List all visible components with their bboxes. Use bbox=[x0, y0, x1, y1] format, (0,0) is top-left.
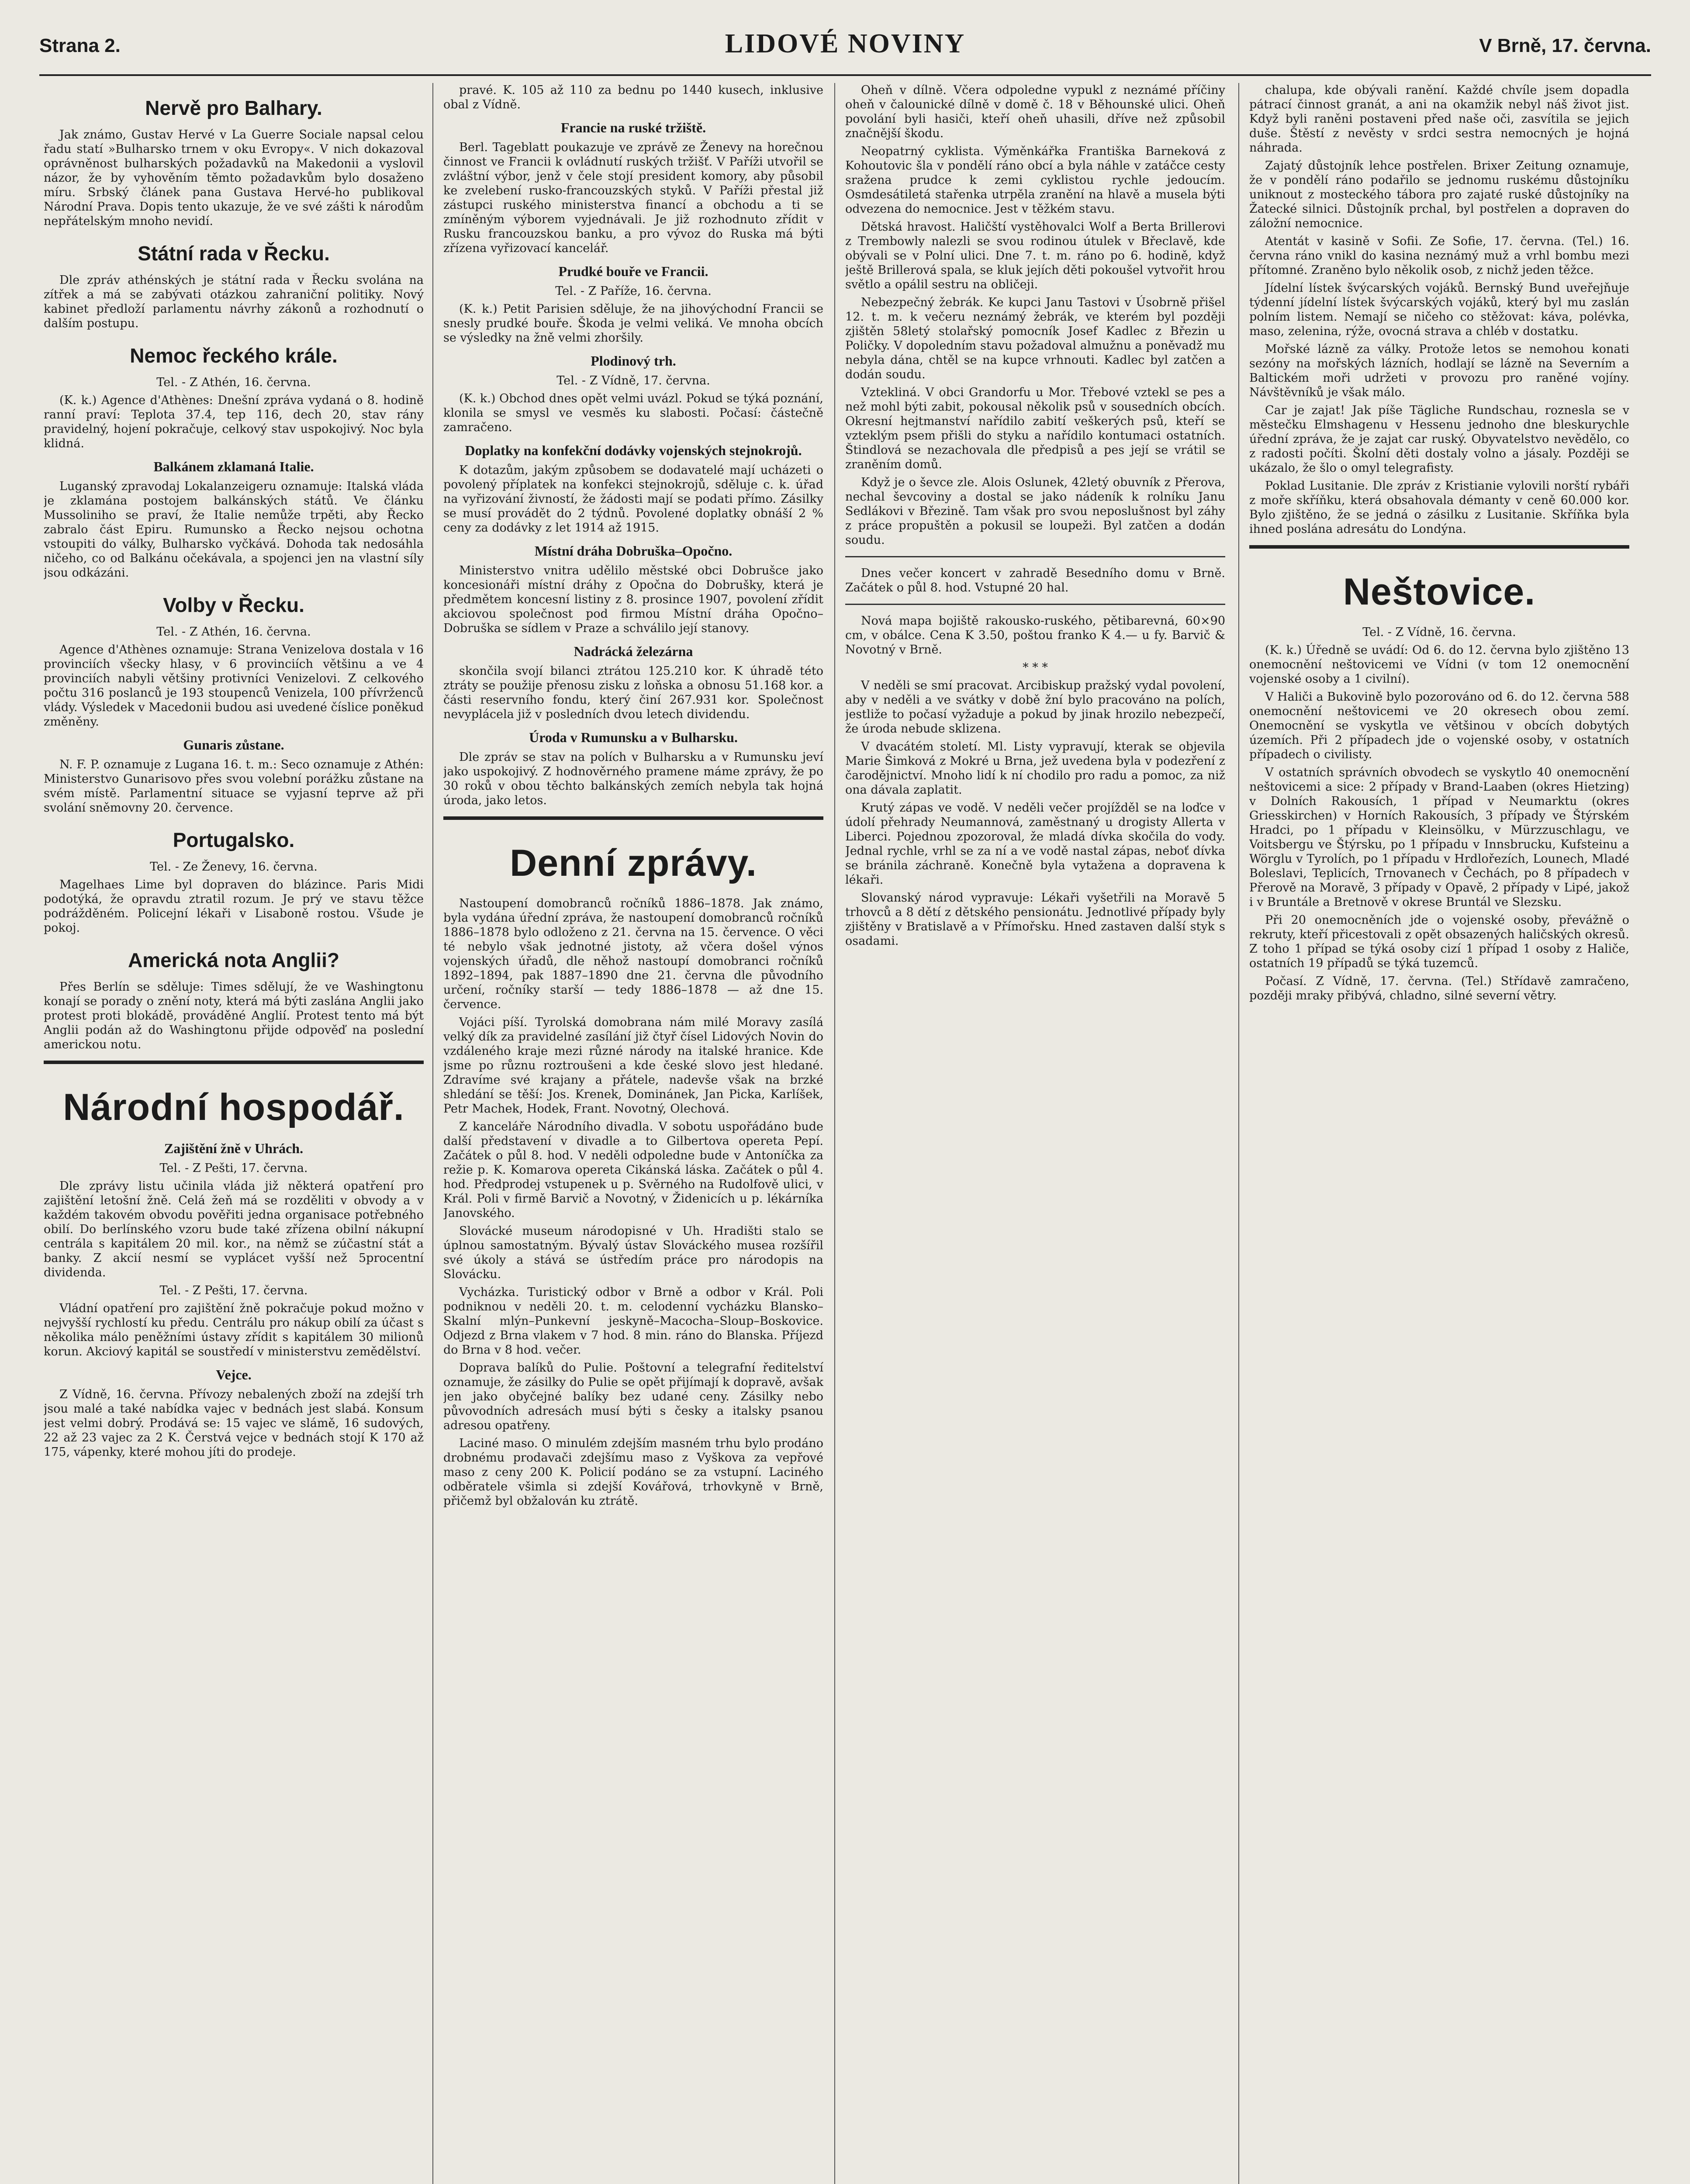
subheadline: Doplatky na konfekční dodávky vojenských stejnokrojů. bbox=[465, 442, 802, 458]
article-text: Jídelní lístek švýcarských vojáků. Bernský Bund uveřejňuje týdenní jídelní lístek švýcarských vojáků, který byl mu zaslán polním listem. Nemají se ničeho co stěžovat: káva, polévka, maso, zelenina, rýže, ovocná strava a chléb v dostatku. bbox=[1249, 281, 1629, 338]
subheadline: Plodinový trh. bbox=[591, 353, 676, 369]
dateline: Tel. - Z Athén, 16. června. bbox=[156, 376, 311, 389]
article-text: (K. k.) Úředně se uvádí: Od 6. do 12. června bylo zjištěno 13 onemocnění neštovicemi ve Vídni (v tom 12 onemocnění vojenské osoby a 1 civilní). bbox=[1249, 643, 1629, 686]
article-text: Magelhaes Lime byl dopraven do blázince. Paris Midi podotýká, že opravdu ztratil rozum. Je prý ve stavu těžce podrážděném. Policejní lékaři v Lisaboně rostou. Všude je pokoj. bbox=[44, 878, 424, 935]
section-title: Denní zprávy. bbox=[510, 842, 757, 884]
date-line: V Brně, 17. června. bbox=[1479, 35, 1651, 56]
subheadline: Francie na ruské tržiště. bbox=[560, 120, 706, 135]
subheadline: Vejce. bbox=[216, 1367, 252, 1382]
article-text: chalupa, kde obývali ranění. Každé chvíle jsem dopadla pátrací činnost granát, a ani na okamžik nebyl náš život jist. Když byli raněni postaveni před naše oči, zasvítila se jejich duše. Štěstí z nevěsty v srdci sestra nemocných je hojná náhrada. bbox=[1249, 83, 1629, 155]
article-text: V neděli se smí pracovat. Arcibiskup pražský vydal povolení, aby v neděli a ve svátky v době žní bylo pracováno na polích, jestliže to počasí vyžaduje a pokud by jinak hrozilo nebezpečí, že úroda nebude sklizena. bbox=[845, 679, 1225, 736]
subheadline: Balkánem zklamaná Italie. bbox=[153, 459, 314, 474]
article-text: Atentát v kasině v Sofii. Ze Sofie, 17. června. (Tel.) 16. června ráno vnikl do kasina neznámý muž a vrhl bombu mezi přítomné. Zraněno bylo několik osob, z nichž jeden těžce. bbox=[1249, 235, 1629, 277]
article-text: Z kanceláře Národního divadla. V sobotu uspořádáno bude další představení v divadle a to Gilbertova opereta Pepí. Začátek o půl 8. hod. V neděli odpoledne bude v Antoníčka za režie p. K. Komarova opereta Cikánská láska. Začátek o půl 4. hod. Předprodej vstupenek u p. Svěrného na Rudolfově ulici, v Král. Poli v firmě Barvič a Novotný, v Židenicích u p. lékárníka Janovského. bbox=[443, 1120, 823, 1220]
newspaper-title: LIDOVÉ NOVINY bbox=[725, 29, 966, 59]
article-text: Vycházka. Turistický odbor v Brně a odbor v Král. Poli podniknou v neděli 20. t. m. celodenní vycházku Blansko–Skalní mlýn–Punkevní jeskyně–Macocha–Sloup–Boskovice. Odjezd z Brna vlakem v 7 hod. 8 min. ráno do Blanska. Příjezd do Brna v 8 hod. večer. bbox=[443, 1286, 823, 1357]
subheadline: Nadrácká železárna bbox=[574, 643, 693, 659]
ornament-stars: * * * bbox=[1023, 661, 1048, 674]
article-text: Vztekliná. V obci Grandorfu u Mor. Třebové vztekl se pes a než mohl býti zabit, pokousal několik psů v sousedních obcích. Okresní hejtmanství nařídilo zabití veškerých psů, kteří se vzteklým psem přišli do styku a nařídilo kontumaci ostatních. Štindlová se nezachovala dle předpisů a pes její se vrátil se zraněním domů. bbox=[845, 386, 1225, 471]
article-text: Nebezpečný žebrák. Ke kupci Janu Tastovi v Úsobrně přišel 12. t. m. k večeru neznámý žebrák, ve kterém byl později zjištěn 58letý stolařský pomocník Josef Kadlec z Březin u Poličky. V dopoledním stavu požadoval almužnu a poněvadž mu nebyla dána, chtěl se na kupce vrhnouti. Kadlec byl zatčen a dodán soudu. bbox=[845, 296, 1225, 381]
article-text: Když je o ševce zle. Alois Oslunek, 42letý obuvník z Přerova, nechal ševcoviny a dostal se jako nádeník k rolníku Janu Sedlákovi v Březině. Tam však pro svou neposlušnost byl záhy z práce propuštěn a pokusil se loupeži. Byl zatčen a dodán soudu. bbox=[845, 476, 1225, 547]
article-text: Luganský zpravodaj Lokalanzeigeru oznamuje: Italská vláda je zklamána postojem balkánských států. Ve článku Mussoliniho se praví, že Italie nemůže trpěti, aby Řecko zabralo část Epiru. Rumunsko a Řecko nejsou ochotna vstoupiti do války, Bulharsko vyčkává. Dohoda tak nedosáhla ničeho, co od Balkánu očekávala, a spojenci jen na vlastní síly jsou odkázáni. bbox=[44, 480, 424, 580]
article-text: (K. k.) Agence d'Athènes: Dnešní zpráva vydaná o 8. hodině ranní praví: Teplota 37.4, tep 116, dech 20, stav rány pravidelný, hojení pokračuje, celkový stav uspokojivý. Noc byla klidná. bbox=[44, 394, 424, 450]
dateline: Tel. - Ze Ženevy, 16. června. bbox=[150, 860, 318, 874]
article-text: Dle zpráv athénských je státní rada v Řecku svolána na zítřek a má se zabývati otázkou zahraniční politiky. Nový kabinet předloží parlamentu návrhy zákonů a rozhodnutí o dalším postupu. bbox=[44, 273, 424, 330]
column-rule bbox=[1238, 83, 1239, 2184]
article-text: Vládní opatření pro zajištění žně pokračuje pokud možno v nejvyšší rychlostí ku předu. Centrálu pro nákup obilí za účast s několika málo peněžními ústavy zřídit s kapitálem 30 milionů korun. Akciový kapitál se soustředí v ministerstvu zemědělství. bbox=[44, 1302, 424, 1358]
dateline: Tel. - Z Paříže, 16. června. bbox=[555, 284, 712, 298]
article-text: Ministerstvo vnitra udělilo městské obci Dobrušce jako koncesionáři místní dráhy z Opočna do Dobrušky, která je předmětem koncesní listiny z 8. prosince 1907, povolení zřídit akciovou společnost pod firmou Místní dráha Opočno–Dobruška se sídlem v Praze a schválilo její stanovy. bbox=[443, 564, 823, 635]
article-text: Vojáci píší. Tyrolská domobrana nám milé Moravy zasílá velký dík za pravidelné zasílání již čtyř čísel Lidových Novin do vzdáleného kraje mezi různé národy na italské hranice. Kde jsme po různu roztroušeni a kde české slovo jest hledané. Zdravíme své krajany a přátele, nadevše však na brzké shledání se těší: Jos. Krenek, Dominánek, Jan Picka, Karlíšek, Petr Machek, Hodek, Frant. Novotný, Olechová. bbox=[443, 1016, 823, 1116]
article-text: V Haliči a Bukovině bylo pozorováno od 6. do 12. června 588 onemocnění neštovicemi ve 20 okresech obou zemí. Onemocnění se vyskytla ve většinou v obcích dobytých územích. Při 2 případech jde o vojenské osoby, v ostatních případech o civilisty. bbox=[1249, 690, 1629, 761]
dateline: Tel. - Z Pešti, 17. června. bbox=[159, 1161, 308, 1175]
article-text: K dotazům, jakým způsobem se dodavatelé mají ucházeti o povolený příplatek na konfekci stejnokrojů, sděluje c. k. úřad na vyřizování živností, že žádosti mají se podati přímo. Zásilky se musí provádět do 2 týdnů. Povolené doplatky obnáší 2 % ceny za dodávky z let 1914 až 1915. bbox=[443, 463, 823, 535]
subheadline: Zajištění žně v Uhrách. bbox=[164, 1140, 304, 1156]
section-divider bbox=[44, 1061, 424, 1064]
advertisement-text: Nová mapa bojiště rakousko-ruského, pětibarevná, 60×90 cm, v obálce. Cena K 3.50, poštou franko K 4.— u fy. Barvič & Novotný v Brně. bbox=[845, 614, 1225, 657]
article-text: Doprava balíků do Pulie. Poštovní a telegrafní ředitelství oznamuje, že zásilky do Pulie se opět přijímají k dopravě, avšak jen jako obyčejné balíky bez udané ceny. Zásilky nebo půvovodních adresách musí býti s česky a italsky psanou adresou opatřeny. bbox=[443, 1361, 823, 1432]
subheadline: Úroda v Rumunsku a v Bulharsku. bbox=[529, 729, 738, 745]
column-rule bbox=[432, 83, 433, 2184]
article-text: Berl. Tageblatt poukazuje ve zprávě ze Ženevy na horečnou činnost ve Francii k ovládnutí ruských tržišť. V Paříži utvořil se zvláštní výbor, jenž v čele stojí president komory, aby působil ke zvelebení rusko-francouzských styků. V Paříži přestal již zástupci ruského ministerstva financí a obchodu a ti se zmíněným výborem vyjednávali. Je již rozhodnuto zřídit v Rusku francouzskou banku, a pro vývoz do Ruska má býti zřízena vyřizovací kancelář. bbox=[443, 141, 823, 255]
article-text: pravé. K. 105 až 110 za bednu po 1440 kusech, inklusive obal z Vídně. bbox=[443, 83, 823, 111]
dateline: Tel. - Z Pešti, 17. června. bbox=[159, 1284, 308, 1297]
headline: Nemoc řeckého krále. bbox=[130, 344, 338, 367]
headline: Nervě pro Balhary. bbox=[145, 97, 322, 119]
article-text: Jak známo, Gustav Hervé v La Guerre Sociale napsal celou řadu statí »Bulharsko trnem v oku Evropy«. V nich dokazoval oprávněnost bulharských požadavků na Makedonii a vyslovil názor, že by vyhověním těmto požadavkům bylo dosaženo míru. Srbský článek pana Gustava Hervé-ho publikoval Národní Prava. Dopis tento ukazuje, že ve své zášti k národům nepřátelským mnoho nevidí. bbox=[44, 128, 424, 228]
article-text: V ostatních správních obvodech se vyskytlo 40 onemocnění neštovicemi a sice: 2 případy v Brand-Laaben (okres Hietzing) v Dolních Rakousích, 1 případ v Neumarktu (okres Griesskirchen) v Horních Rakousích, 3 případy ve Štýrském Hradci, po 1 případu v Kleinsölku, v Mürzzuschlagu, ve Voitsbergu ve Štýrsku, po 1 případu v Innsbrucku, Kufsteinu a Wörglu v Tyrolích, po 1 případu v Hrdlořezích, Lounech, Mladé Boleslavi, Teplicích, Trnovanech v Čechách, po 8 případech v Přerově na Moravě, 3 případy v Opavě, 2 případy v Lipé, jakož i v Bruntále a Bretnově v okrese Bruntál ve Slezsku. bbox=[1249, 766, 1629, 909]
article-text: Při 20 onemocněních jde o vojenské osoby, převážně o rekruty, kteří přicestovali z opět obsazených haličských okresů. Z toho 1 případ se týká osoby cizí 1 případ 1 osoby z Haliče, ostatních 19 případů se týká tuzemců. bbox=[1249, 913, 1629, 970]
article-text: Přes Berlín se sděluje: Times sdělují, že ve Washingtonu konají se porady o znění noty, která má býti zaslána Anglii jako protest proti blokádě, prováděné Anglií. Protest tento má být Anglii podán až do Washingtonu přijde odpověď na poslední americkou notu. bbox=[44, 980, 424, 1051]
headline: Volby v Řecku. bbox=[163, 594, 304, 616]
article-text: Slovácké museum národopisné v Uh. Hradišti stalo se úplnou samostatným. Bývalý ústav Slováckého musea rozšířil své úkoly a stává se ústředím práce pro národopis na Slovácku. bbox=[443, 1224, 823, 1281]
subheadline: Prudké bouře ve Francii. bbox=[558, 263, 708, 279]
advertisement-text: Dnes večer koncert v zahradě Besedního domu v Brně. Začátek o půl 8. hod. Vstupné 20 hal. bbox=[845, 567, 1225, 594]
headline: Americká nota Anglii? bbox=[128, 949, 339, 971]
article-text: Laciné maso. O minulém zdejším masném trhu bylo prodáno drobnému prodavači zdejšímu maso z Vyškova za vepřové maso z ceny 200 K. Policií podáno se za vstupní. Laciného odběratele všimla si zdejší Kovářová, trhovkyně v Brně, přičemž byl obžalován ku ztrátě. bbox=[443, 1437, 823, 1508]
section-divider bbox=[1249, 545, 1629, 549]
article-text: Oheň v dílně. Včera odpoledne vypukl z neznámé příčiny oheň v čalounické dílně v domě č. 18 v Běhounské ulici. Oheň povolání byli hasiči, kteří oheň uhasili, dříve než způsobil značnější škodu. bbox=[845, 83, 1225, 140]
article-text: Car je zajat! Jak píše Tägliche Rundschau, roznesla se v městečku Elmshagenu v Hessenu jednoho dne bleskurychle úřední zpráva, že je zajat car ruský. Obyvatelstvo nevědělo, co z radosti počíti. Školní děti dostaly volno a jásaly. Později se ukázalo, že šlo o omyl telegrafisty. bbox=[1249, 404, 1629, 475]
article-text: Zajatý důstojník lehce postřelen. Brixer Zeitung oznamuje, že v pondělí ráno podařilo se jednomu ruskému důstojníku uniknout z mosteckého tábora pro zajaté ruské důstojníky na Žatecké silnici. Důstojník prchal, byl postřelen a dopraven do záložní nemocnice. bbox=[1249, 159, 1629, 230]
article-text: Nastoupení domobranců ročníků 1886–1878. Jak známo, byla vydána úřední zpráva, že nastoupení domobranců ročníků 1886–1878 bylo odloženo z 21. června na 15. července. O věci té nebylo však jednotné jistoty, až včera došel výnos vojenských úřadů, dle něhož nastoupí domobranci ročníků 1892–1894, pak 1887–1890 dne 21. června dle původního určení, ročníky starší — tedy 1886–1878 — až dne 15. července. bbox=[443, 897, 823, 1011]
article-text: Dle zprávy listu učinila vláda již některá opatření pro zajištění letošní žně. Celá žeň má se rozděliti v obvody a v každém takovém obvodu pověřiti jedna organisace potřebného obilí. Do berlínského vzoru bude také zřízena obilní nákupní centrála s kapitálem 20 mil. kor., na němž se zúčastní stát a banky. Z akcií nesmí se vyplácet vyšší než 5procentní dividenda. bbox=[44, 1179, 424, 1279]
article-text: Neopatrný cyklista. Výměnkářka Františka Barneková z Kohoutovic šla v pondělí ráno obcí a byla náhle v zatáčce cesty sražena prudce k zemi cyklistou rychle jedoucím. Osmdesátiletá stařenka utrpěla zranění na hlavě a musela býti odvezena do nemocnice. Jest v těžkém stavu. bbox=[845, 145, 1225, 216]
article-text: Dle zpráv se stav na polích v Bulharsku a v Rumunsku jeví jako uspokojivý. Z hodnověrného pramene máme zprávy, že po 30 roků v obou těchto balkánských zemích nebyla tak hojná úroda, jako letos. bbox=[443, 750, 823, 807]
section-divider bbox=[443, 816, 823, 820]
subheadline: Gunaris zůstane. bbox=[183, 737, 284, 753]
column-2 bbox=[443, 83, 823, 2184]
page-number: Strana 2. bbox=[39, 35, 121, 56]
subheadline: Místní dráha Dobruška–Opočno. bbox=[534, 543, 733, 559]
article-text: (K. k.) Petit Parisien sděluje, že na jihovýchodní Francii se snesly prudké bouře. Škoda je velmi veliká. Ve mnoha obcích se výsledky na žně velmi zhoršily. bbox=[443, 302, 823, 345]
article-text: Slovanský národ vypravuje: Lékaři vyšetřili na Moravě 5 trhovců a 8 dětí z dětského pensionátu. Jednotlivé případy byly zjištěny v Bratislavě a v Přímořsku. Hned zastaven další styk s osadami. bbox=[845, 891, 1225, 948]
section-title: Neštovice. bbox=[1343, 571, 1536, 613]
dateline: Tel. - Z Vídně, 17. června. bbox=[556, 374, 710, 387]
column-rule bbox=[834, 83, 835, 2184]
article-text: Dětská hravost. Haličští vystěhovalci Wolf a Berta Brillerovi z Trembowly nalezli se svou rodinou útulek v Břeclavě, kde obývali se v Polní ulici. Dne 7. t. m. ráno po 6. hodině, když ještě Brillerová spala, se kluk jejích děti pokoušel vytvořit hrou světlo a opálil sestru na obličeji. bbox=[845, 220, 1225, 291]
article-text: Poklad Lusitanie. Dle zpráv z Kristianie vylovili norští rybáři z moře skříňku, která obsahovala démanty v ceně 60.000 kor. Bylo zjištěno, že se jedná o zásilku z Lusitanie. Skříňka byla ihned poslána adresátu do Londýna. bbox=[1249, 479, 1629, 536]
article-text: Počasí. Z Vídně, 17. června. (Tel.) Střídavě zamračeno, později mraky přibývá, chladno, silné severní větry. bbox=[1249, 975, 1629, 1002]
column-1 bbox=[44, 83, 424, 2184]
masthead bbox=[39, 15, 1651, 76]
article-text: Krutý zápas ve vodě. V neděli večer projížděl se na loďce v údolí přehrady Neumannová, zaměstnaný u drogisty Allerta v Liberci. Pojednou zpozoroval, že mladá dívka skočila do vody. Jednal rychle, vrhl se za ní a ve vodě nastal zápas, neboť dívka se bránila záchraně. Konečně byla vytažena a dopravena k lékaři. bbox=[845, 801, 1225, 887]
divider bbox=[845, 556, 1225, 557]
section-title: Národní hospodář. bbox=[63, 1086, 404, 1128]
article-text: N. F. P. oznamuje z Lugana 16. t. m.: Seco oznamuje z Athén: Ministerstvo Gunarisovo přes svou volební porážku zůstane na svém místě. Parlamentní situace se vyjasní teprve až při svolání sněmovny 20. července. bbox=[44, 758, 424, 815]
article-text: Agence d'Athènes oznamuje: Strana Venizelova dostala v 16 provinciích všecky hlasy, v 6 provinciích většinu a ve 4 provinciích nabyli většiny protivníci Venizelovi. Z celkového počtu 316 poslanců je 193 stoupenců Venizela, 100 přívrženců vlády. Výsledek v Macedonii budou asi uvedené číslice poněkud změněny. bbox=[44, 643, 424, 729]
article-text: Z Vídně, 16. června. Přívozy nebalených zboží na zdejší trh jsou malé a také nabídka vajec v bednách jest slabá. Konsum jest velmi dobrý. Prodává se: 15 vajec ve slámě, 16 sudových, 22 až 23 vajec za 2 K. Čerstvá vejce v bednách stojí K 170 až 175, vápenky, které mohou jíti do prodeje. bbox=[44, 1388, 424, 1459]
divider bbox=[845, 604, 1225, 605]
headline: Státní rada v Řecku. bbox=[138, 242, 330, 265]
column-3 bbox=[845, 83, 1225, 2184]
column-4 bbox=[1249, 83, 1629, 2184]
article-text: V dvacátém století. Ml. Listy vypravují, kterak se objevila Marie Šimková z Mokré u Brna, jež uvedena byla v podezření z čarodějnictví. Mnoho lidí k ní chodilo pro radu a pomoc, za niž ona dávala zaplatit. bbox=[845, 740, 1225, 797]
article-text: (K. k.) Obchod dnes opět velmi uvázl. Pokud se týká poznání, klonila se smysl ve vesměs ku slabosti. Počasí: částečně zamračeno. bbox=[443, 392, 823, 434]
headline: Portugalsko. bbox=[173, 829, 295, 851]
dateline: Tel. - Z Athén, 16. června. bbox=[156, 625, 311, 639]
article-text: Mořské lázně za války. Protože letos se nemohou konati sezóny na mořských lázních, hodlají se lázně na Severním a Baltickém moři udržeti v provozu pro raněné vojíny. Návštěvníků je však málo. bbox=[1249, 342, 1629, 399]
dateline: Tel. - Z Vídně, 16. června. bbox=[1362, 625, 1516, 639]
article-text: skončila svojí bilanci ztrátou 125.210 kor. K úhradě této ztráty se použije přenosu zisku z loňska a obnosu 51.168 kor. a části reservního fondu, který činí 267.931 kor. Společnost nevyplácela již v posledních dvou letech dividendu. bbox=[443, 664, 823, 721]
